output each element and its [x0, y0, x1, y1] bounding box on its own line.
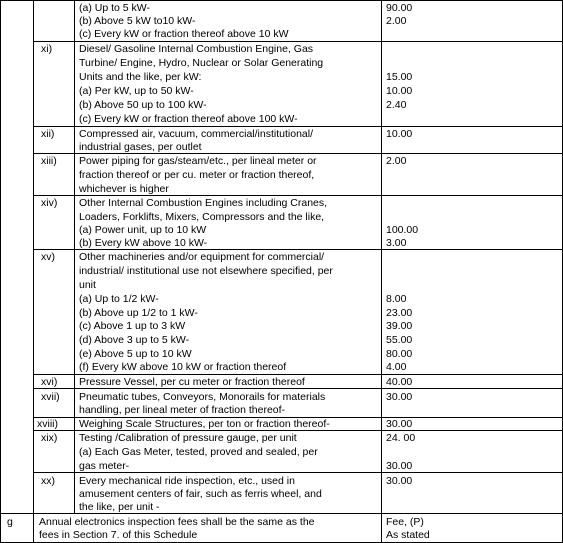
item-line: Power piping for gas/steam/etc., per lineal meter or: [79, 155, 317, 167]
item-line: Every mechanical ride inspection, etc., used in: [79, 475, 295, 487]
fee-value: 80.00: [386, 348, 413, 360]
item-line: (c) Every kW or fraction thereof above 10 kW: [79, 28, 289, 40]
item-line: fraction thereof or per cu. meter or fraction thereof,: [79, 169, 315, 181]
rule: [381, 0, 382, 543]
fee-header: Fee, (P): [386, 516, 424, 528]
item-line: the like, per unit -: [79, 501, 160, 513]
fee-value: 2.00: [386, 15, 407, 27]
item-number: xiv): [41, 197, 58, 209]
rule: [33, 430, 562, 431]
item-line: Compressed air, vacuum, commercial/institutional/: [79, 128, 314, 140]
item-number: xii): [41, 128, 55, 140]
rule: [33, 0, 34, 543]
item-line: (a) Up to 1/2 kW-: [79, 293, 159, 305]
item-number: xv): [41, 251, 55, 263]
section-letter: g: [7, 516, 13, 528]
rule: [33, 195, 562, 196]
item-line: Pressure Vessel, per cu meter or fraction thereof: [79, 376, 305, 388]
item-line: handling, per lineal meter of fraction thereof-: [79, 404, 286, 416]
item-line: Weighing Scale Structures, per ton or fraction thereof-: [79, 418, 330, 430]
fee-value: 2.40: [386, 99, 407, 111]
fee-header: As stated: [386, 529, 430, 541]
item-number: xx): [41, 475, 55, 487]
item-line: unit: [79, 279, 96, 291]
item-line: (a) Per kW, up to 50 kW-: [79, 85, 194, 97]
fee-value: 10.00: [386, 128, 413, 140]
rule: [33, 41, 562, 42]
item-line: amusement centers of fair, such as ferris wheel, and: [79, 488, 322, 500]
item-line: (e) Above 5 up to 10 kW: [79, 348, 192, 360]
fee-value: 4.00: [386, 361, 407, 373]
item-line: (b) Above up 1/2 to 1 kW-: [79, 307, 198, 319]
item-line: (c) Every kW or fraction thereof above 100 kW-: [79, 113, 298, 125]
fee-value: 90.00: [386, 2, 413, 14]
item-number: xvii): [41, 391, 60, 403]
item-line: (d) Above 3 up to 5 kW-: [79, 334, 190, 346]
item-number: xiii): [41, 155, 57, 167]
item-line: (f) Every kW above 10 kW or fraction thereof: [79, 361, 287, 373]
item-line: industrial/ institutional use not elsewhere specified, per: [79, 265, 333, 277]
fee-value: 2.00: [386, 155, 407, 167]
rule: [33, 472, 562, 473]
footer-line: Annual electronics inspection fees shall be the same as the: [39, 516, 315, 528]
item-line: (b) Above 5 kW to10 kW-: [79, 15, 196, 27]
item-number: xvi): [41, 376, 58, 388]
item-line: Other Internal Combustion Engines including Cranes,: [79, 197, 328, 209]
fee-value: 39.00: [386, 320, 413, 332]
rule: [33, 374, 562, 375]
fee-value: 55.00: [386, 334, 413, 346]
item-line: (a) Power unit, up to 10 kW: [79, 224, 207, 236]
rule: [33, 249, 562, 250]
item-number: xviii): [37, 418, 58, 430]
fee-value: 30.00: [386, 418, 413, 430]
rule: [0, 0, 563, 1]
item-line: (c) Above 1 up to 3 kW: [79, 320, 186, 332]
fee-value: 3.00: [386, 237, 407, 249]
footer-line: fees in Section 7. of this Schedule: [39, 529, 198, 541]
rule: [74, 0, 75, 513]
item-line: gas meter-: [79, 460, 130, 472]
fee-value: 24. 00: [386, 432, 416, 444]
fee-value: 30.00: [386, 391, 413, 403]
item-line: Diesel/ Gasoline Internal Combustion Engine, Gas: [79, 43, 314, 55]
item-line: (a) Each Gas Meter, tested, proved and sealed, per: [79, 446, 318, 458]
item-line: Turbine/ Engine, Hydro, Nuclear or Solar Generating: [79, 57, 324, 69]
item-line: Pneumatic tubes, Conveyors, Monorails for materials: [79, 391, 326, 403]
fee-value: 100.00: [386, 224, 419, 236]
item-number: xi): [41, 43, 53, 55]
rule: [0, 513, 563, 514]
rule: [33, 153, 562, 154]
fee-value: 40.00: [386, 376, 413, 388]
fee-value: 30.00: [386, 460, 413, 472]
item-line: (b) Every kW above 10 kW-: [79, 237, 208, 249]
item-line: Other machineries and/or equipment for commercial/: [79, 251, 325, 263]
item-number: xix): [41, 432, 58, 444]
rule: [0, 0, 1, 543]
fee-value: 8.00: [386, 293, 407, 305]
fee-value: 10.00: [386, 85, 413, 97]
rule: [33, 126, 562, 127]
item-line: industrial gases, per outlet: [79, 141, 202, 153]
item-line: Testing /Calibration of pressure gauge, per unit: [79, 432, 297, 444]
fee-value: 23.00: [386, 307, 413, 319]
item-line: Loaders, Forklifts, Mixers, Compressors and the like,: [79, 211, 325, 223]
fee-value: 15.00: [386, 71, 413, 83]
item-line: Units and the like, per kW:: [79, 71, 202, 83]
fee-value: 30.00: [386, 475, 413, 487]
rule: [33, 388, 562, 389]
item-line: (b) Above 50 up to 100 kW-: [79, 99, 207, 111]
item-line: (a) Up to 5 kW-: [79, 2, 150, 14]
item-line: whichever is higher: [79, 183, 169, 195]
